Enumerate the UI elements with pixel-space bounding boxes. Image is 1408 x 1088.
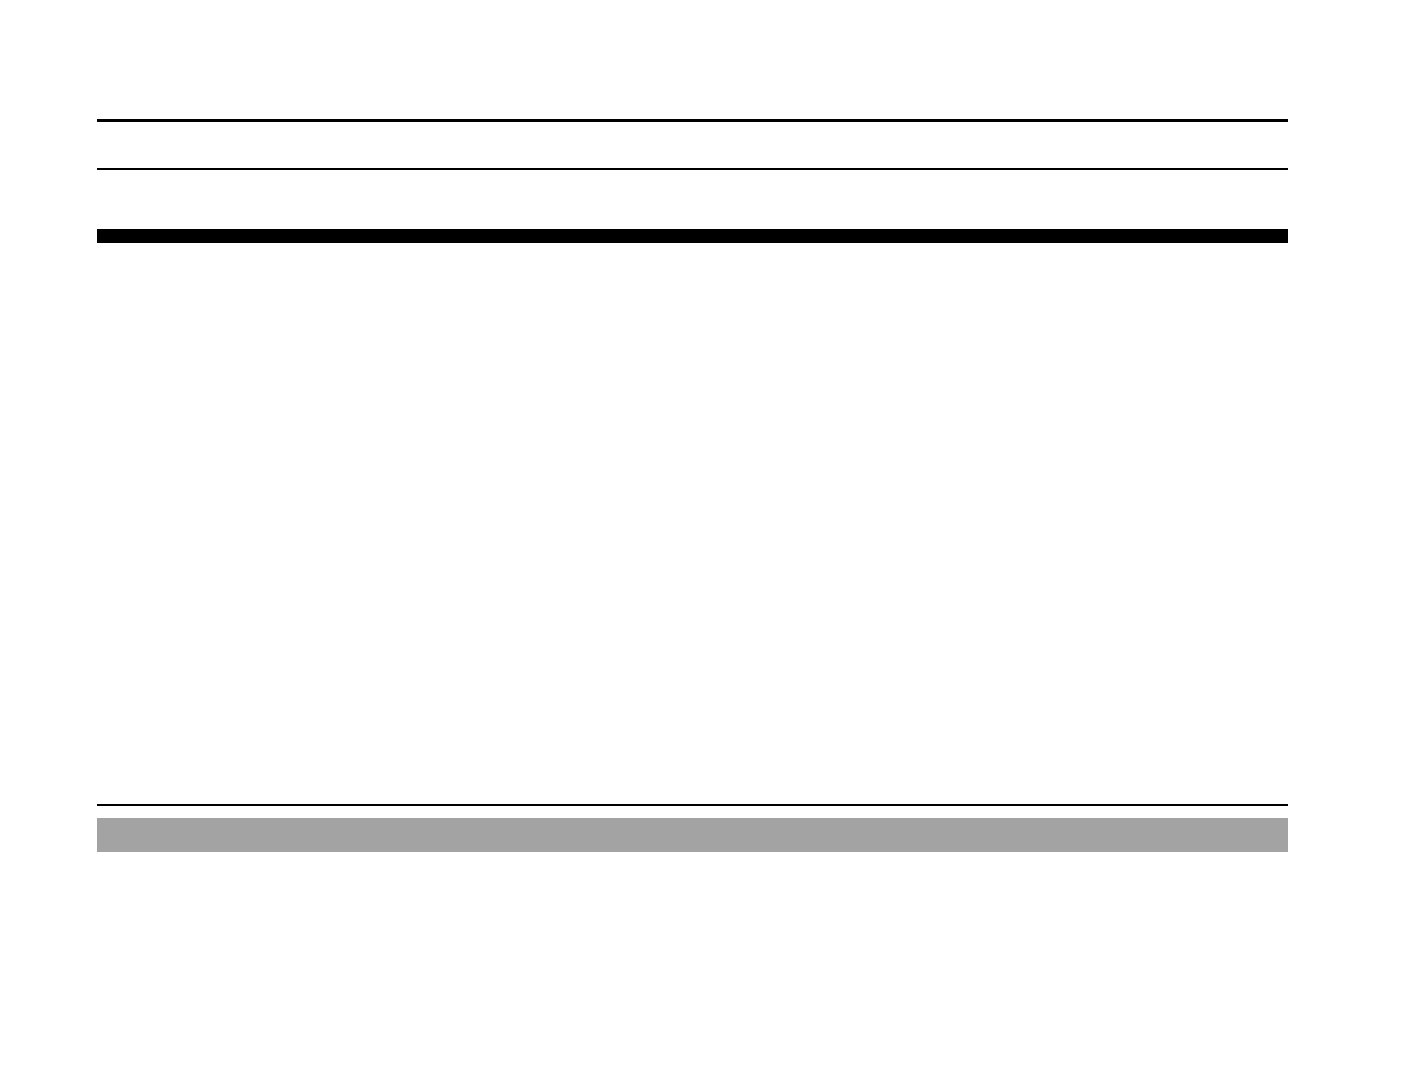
division-header-table <box>97 168 1288 170</box>
title-rule <box>97 119 1288 122</box>
black-separator-bar <box>97 229 1288 243</box>
bottom-grey-bar <box>97 818 1288 852</box>
trailing-empty-row <box>97 804 1288 806</box>
